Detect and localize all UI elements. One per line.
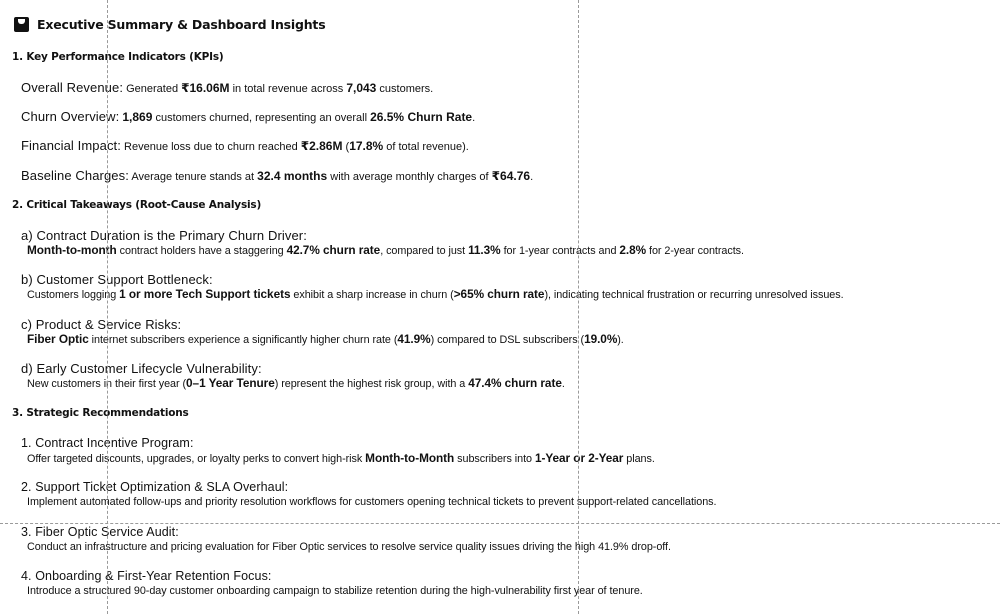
takeaway-detail: Month-to-month contract holders have a staggering 42.7% churn rate, compared to just 11.3% for 1-year contracts and 2.8% for 2-year contracts. [27, 243, 744, 257]
alignment-guide-horizontal [0, 523, 1000, 524]
takeaway-contract-duration [21, 228, 744, 258]
recommendation-support-sla [21, 480, 716, 509]
recommendation-heading: 4. Onboarding & First-Year Retention Focus: [21, 569, 272, 583]
takeaway-detail: Customers logging 1 or more Tech Support tickets exhibit a sharp increase in churn (>65% churn rate), indicating technical frustration or recurring unresolved issues. [27, 287, 844, 301]
recommendation-contract-incentive [21, 436, 655, 466]
inbox-tray-icon [14, 17, 29, 32]
kpi-section-heading: 1. Key Performance Indicators (KPIs) [12, 51, 224, 63]
recommendation-detail: Implement automated follow-ups and priority resolution workflows for customers opening technical tickets to prevent support-related cancellations. [27, 496, 717, 508]
takeaways-section-heading: 2. Critical Takeaways (Root-Cause Analysis) [12, 199, 262, 211]
kpi-baseline-charges: Baseline Charges: Average tenure stands at 32.4 months with average monthly charges of ₹64.76. [21, 168, 534, 183]
takeaway-detail: Fiber Optic internet subscribers experience a significantly higher churn rate (41.9%) compared to DSL subscribers (19.0%). [27, 332, 624, 346]
kpi-churn-overview: Churn Overview: 1,869 customers churned, representing an overall 26.5% Churn Rate. [21, 109, 476, 124]
recommendation-detail: Offer targeted discounts, upgrades, or loyalty perks to convert high-risk Month-to-Month subscribers into 1-Year or 2-Year plans. [27, 451, 655, 465]
summary-title-text: Executive Summary & Dashboard Insights [37, 17, 326, 32]
takeaway-support-bottleneck [21, 272, 844, 302]
takeaway-detail: New customers in their first year (0–1 Year Tenure) represent the highest risk group, with a 47.4% churn rate. [27, 376, 565, 390]
kpi-overall-revenue: Overall Revenue: Generated ₹16.06M in total revenue across 7,043 customers. [21, 80, 434, 95]
alignment-guide-vertical [107, 0, 108, 614]
recommendation-fiber-audit [21, 525, 671, 554]
takeaway-heading: c) Product & Service Risks: [21, 317, 182, 332]
takeaway-heading: b) Customer Support Bottleneck: [21, 272, 213, 287]
takeaway-heading: a) Contract Duration is the Primary Churn Driver: [21, 228, 307, 243]
recommendation-detail: Introduce a structured 90-day customer onboarding campaign to stabilize retention during the high-vulnerability first year of tenure. [27, 585, 643, 597]
recommendations-section-heading: 3. Strategic Recommendations [12, 407, 189, 419]
alignment-guide-vertical [578, 0, 579, 614]
recommendation-detail: Conduct an infrastructure and pricing evaluation for Fiber Optic services to resolve service quality issues driving the high 41.9% drop-off. [27, 541, 671, 553]
summary-title [14, 17, 325, 32]
recommendation-heading: 2. Support Ticket Optimization & SLA Overhaul: [21, 480, 289, 494]
takeaway-heading: d) Early Customer Lifecycle Vulnerability: [21, 361, 262, 376]
takeaway-early-lifecycle [21, 361, 565, 391]
recommendation-onboarding [21, 569, 643, 598]
kpi-financial-impact: Financial Impact: Revenue loss due to churn reached ₹2.86M (17.8% of total revenue). [21, 138, 469, 153]
recommendation-heading: 3. Fiber Optic Service Audit: [21, 525, 179, 539]
recommendation-heading: 1. Contract Incentive Program: [21, 436, 194, 450]
takeaway-product-risks [21, 317, 624, 347]
